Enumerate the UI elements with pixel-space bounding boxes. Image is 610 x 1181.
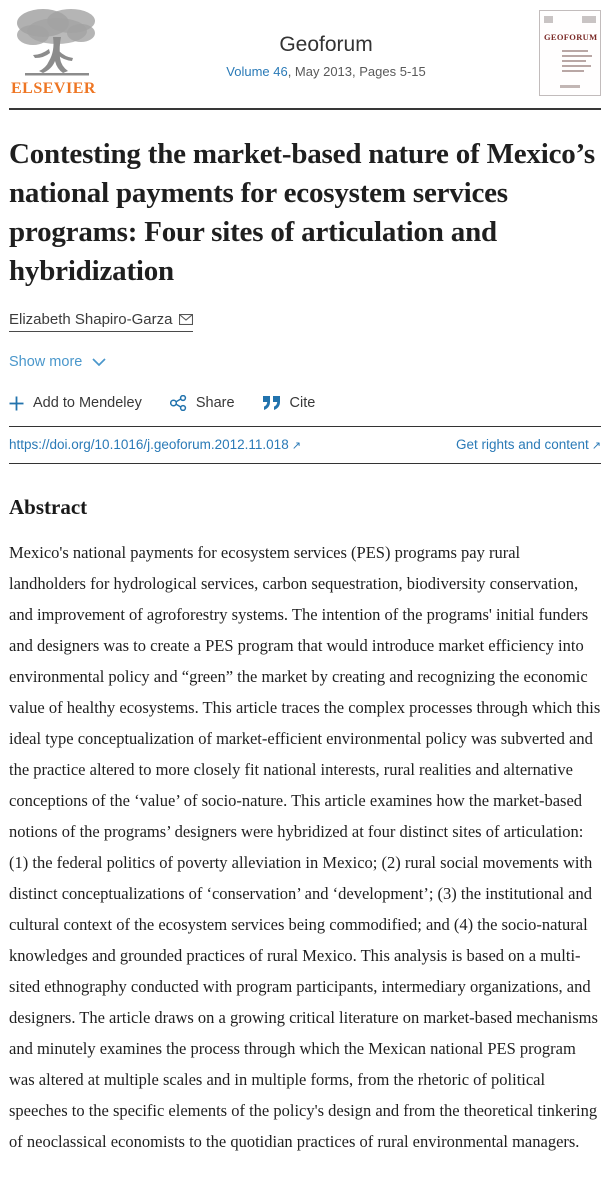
cover-chip-right — [582, 16, 596, 23]
doi-link[interactable] — [9, 437, 301, 452]
article-title: Contesting the market-based nature of Mexico’s national payments for ecosystem services programs: Four sites of articulation and hybridization — [9, 138, 596, 287]
author-name: Elizabeth Shapiro-Garza — [9, 311, 173, 328]
show-more-label: Show more — [9, 354, 83, 370]
elsevier-wordmark: ELSEVIER — [11, 80, 96, 97]
chevron-down-icon — [92, 358, 106, 366]
journal-cover-thumbnail[interactable] — [539, 10, 601, 96]
author-row — [9, 311, 601, 332]
journal-info — [113, 7, 539, 79]
elsevier-logo[interactable] — [9, 7, 113, 98]
abstract-text: Mexico's national payments for ecosystem services (PES) programs pay rural landholders for hydrological services, carbon sequestration, biodiversity conservation, and improvement of agroforestry systems. The intention of the programs' initial funders and designers was to create a PES program that would introduce market efficiency into environmental policy and “green” the market by creating and recognizing the economic value of healthy ecosystems. This article traces the complex processes through which this ideal type conceptualization of market-efficient environmental policy was subverted and the practice altered to more closely fit national interests, rural realities and alternative conceptions of the ‘value’ of socio-nature. This article examines how the market-based notions of the programs’ designers were hybridized at four distinct sites of articulation: (1) the federal politics of poverty alleviation in Mexico; (2) rural social movements with distinct conceptualizations of ‘conservation’ and ‘development’; (3) the institutional and cultural context of the ecosystem services being commodified; and (4) the socio-natural knowledges and grounded practices of rural Mexico. This analysis is based on a multi-sited ethnography conducted with program participants, intermediary organizations, and designers. The article draws on a growing critical literature on market-based mechanisms and minutely examines the process through which the Mexican national PES program was altered at multiple scales and in multiple forms, from the rhetoric of political speeches to the specific elements of the policy's design and from the theoretical tinkering of neoclassical economists to the quotidian practices of rural environmental managers. — [9, 543, 601, 1151]
volume-link[interactable]: Volume 46 — [226, 64, 288, 79]
cite-quote-icon — [263, 396, 281, 410]
show-more-button[interactable] — [9, 354, 106, 370]
share-button[interactable] — [170, 395, 235, 411]
issue-info: , May 2013, Pages 5-15 — [287, 64, 426, 79]
cover-contents-decoration — [562, 50, 596, 72]
abstract-heading: Abstract — [9, 495, 88, 519]
cover-chip-left — [544, 16, 553, 23]
cover-top-decoration — [544, 16, 596, 23]
email-envelope-icon — [179, 314, 193, 325]
rights-and-content-link[interactable] — [456, 437, 601, 452]
share-icon — [170, 395, 187, 411]
elsevier-tree-icon — [13, 7, 101, 79]
header-divider — [9, 108, 601, 110]
journal-title[interactable]: Geoforum — [279, 33, 373, 56]
mendeley-label: Add to Mendeley — [33, 395, 142, 411]
journal-header — [9, 0, 601, 98]
journal-issue-line — [113, 64, 539, 79]
share-label: Share — [195, 395, 235, 411]
cover-bottom-decoration — [560, 85, 580, 88]
external-link-icon: ↗ — [291, 439, 301, 452]
rights-label: Get rights and content — [455, 437, 589, 452]
article-actions — [9, 395, 601, 411]
cite-label: Cite — [289, 395, 316, 411]
cover-title: GEOFORUM — [544, 32, 598, 42]
doi-url: https://doi.org/10.1016/j.geoforum.2012.11.018 — [9, 437, 289, 452]
doi-bar — [9, 426, 601, 464]
external-link-icon: ↗ — [591, 439, 601, 452]
add-to-mendeley-button[interactable] — [9, 395, 142, 411]
author-link[interactable] — [9, 311, 193, 332]
cite-button[interactable] — [263, 395, 316, 411]
plus-icon — [9, 396, 24, 411]
